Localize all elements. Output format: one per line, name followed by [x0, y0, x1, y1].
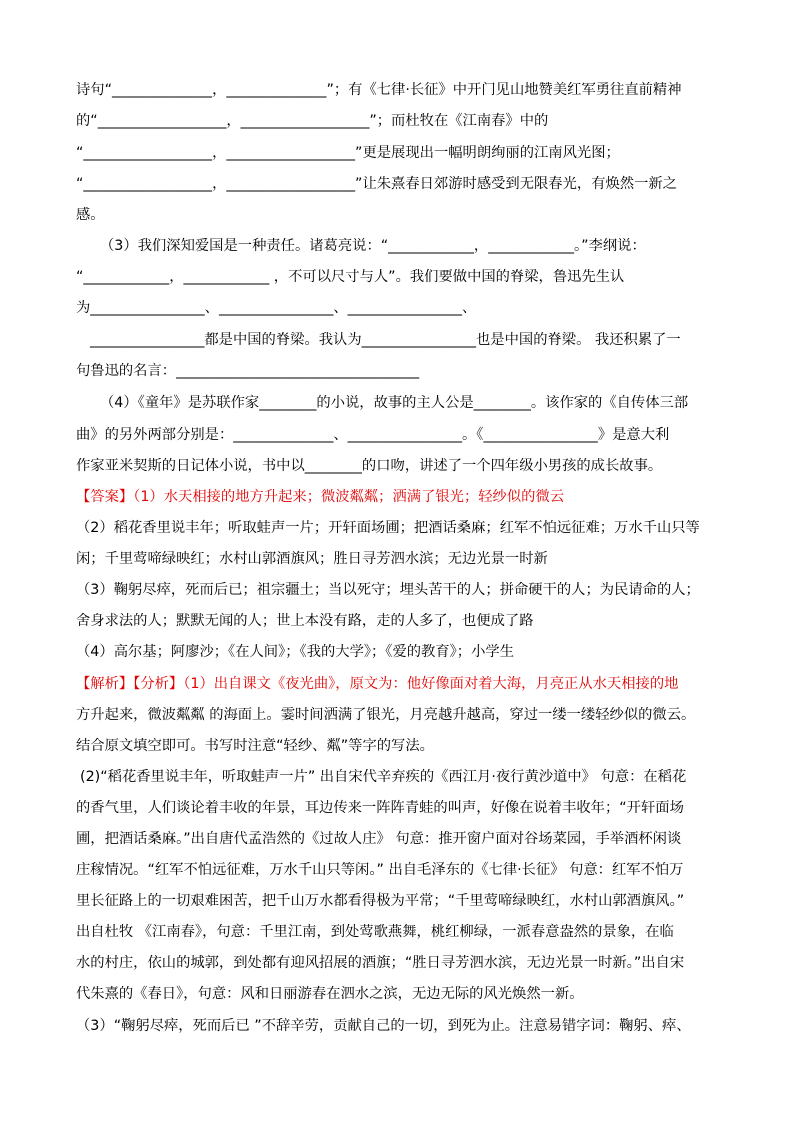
text-line: 【答案】（1）水天相接的地方升起来；微波粼粼；洒满了银光；轻纱似的微云: [76, 489, 565, 505]
text-line: 方升起来，微波粼粼 的海面上。霎时间洒满了银光，月亮越升越高，穿过一缕一缕轻纱似的微云。: [76, 707, 696, 723]
text-line: 庄稼情况。“红军不怕远征难，万水千山只等闲。” 出自毛泽东的《七律·长征》 句意：红军不怕万: [76, 862, 684, 878]
text-line: 句鲁迅的名言：__________________________________: [76, 363, 420, 379]
text-line: 里长征路上的一切艰难困苦，把千山万水都看得极为平常；“千里莺啼绿映红，水村山郭酒旗风。”: [76, 893, 685, 909]
text-line: （4）高尔基；阿廖沙；《在人间》；《我的大学》；《爱的教育》；小学生: [76, 644, 514, 660]
text-line: 出自杜牧 《江南春》，句意：千里江南，到处莺歌燕舞，桃红柳绿，一派春意盎然的景象，在临: [76, 924, 674, 940]
text-line: 曲》的另外两部分别是：______________、________________。《________________》是意大利: [76, 427, 670, 443]
text-line: “__________________，__________________”更是展现出一幅明朗绚丽的江南风光图；: [76, 145, 620, 161]
text-line: 结合原文填空即可。书写时注意“轻纱、粼”等字的写法。: [76, 738, 434, 754]
text-line: 闲；千里莺啼绿映红；水村山郭酒旗风；胜日寻芳泗水滨；无边光景一时新: [76, 551, 548, 567]
text-line: （3）我们深知爱国是一种责任。诸葛亮说：“____________，____________。”李纲说：: [100, 238, 646, 254]
text-line: (2)“稻花香里说丰年，听取蛙声一片” 出自宋代辛弃疾的《西江月·夜行黄沙道中》 句意：在稻花: [80, 769, 687, 785]
text-line: 代朱熹的《春日》，句意：风和日丽游春在泗水之滨，无边无际的风光焕然一新。: [76, 986, 584, 1002]
text-line: ________________都是中国的脊梁。我认为________________也是中国的脊梁。 我还积累了一: [90, 332, 681, 348]
text-line: （3）“鞠躬尽瘁，死而后已 ”不辞辛劳，贡献自己的一切，到死为止。注意易错字词：鞠躬、瘁、: [76, 1018, 691, 1034]
text-line: 水的村庄，依山的城郭，到处都有迎风招展的酒旗；“胜日寻芳泗水滨，无边光景一时新。”出自宋: [76, 955, 685, 971]
text-line: 圃，把酒话桑麻。”出自唐代孟浩然的《过故人庄》 句意：推开窗户面对谷场菜园，手举酒杯闲谈: [76, 831, 682, 847]
text-line: （2）稻花香里说丰年；听取蛙声一片；开轩面场圃；把酒话桑麻；红军不怕远征难；万水千山只等: [76, 520, 700, 536]
text-line: （4）《童年》是苏联作家________的小说，故事的主人公是________。该作家的《自传体三部: [100, 395, 689, 411]
text-line: 诗句“______________，______________”；有《七律·长征》中开门见山地赞美红军勇往直前精神: [76, 82, 682, 98]
text-line: 舍身求法的人；默默无闻的人；世上本没有路，走的人多了，也便成了路: [76, 613, 534, 629]
text-line: 【解析】【分析】（1）出自课文《夜光曲》，原文为：他好像面对着大海，月亮正从水天相接的地: [76, 676, 679, 692]
text-line: “__________________，__________________”让朱熹春日郊游时感受到无限春光，有焕然一新之: [76, 176, 677, 192]
text-line: 的“__________________，__________________”；而杜牧在《江南春》中的: [76, 113, 549, 129]
text-line: （3）鞠躬尽瘁，死而后已；祖宗疆土；当以死守；埋头苦干的人；拼命硬干的人；为民请命的人；: [76, 582, 700, 598]
text-line: 感。: [76, 207, 105, 223]
text-line: 为________________、________________、________________、: [76, 300, 477, 316]
text-line: 的香气里，人们谈论着丰收的年景，耳边传来一阵阵青蛙的叫声，好像在说着丰收年；“开轩面场: [76, 800, 684, 816]
text-line: “____________，____________ ，不可以尺寸与人”。我们要做中国的脊梁，鲁迅先生认: [76, 269, 625, 285]
text-line: 作家亚米契斯的日记体小说，书中以________的口吻，讲述了一个四年级小男孩的成长故事。: [76, 458, 663, 474]
